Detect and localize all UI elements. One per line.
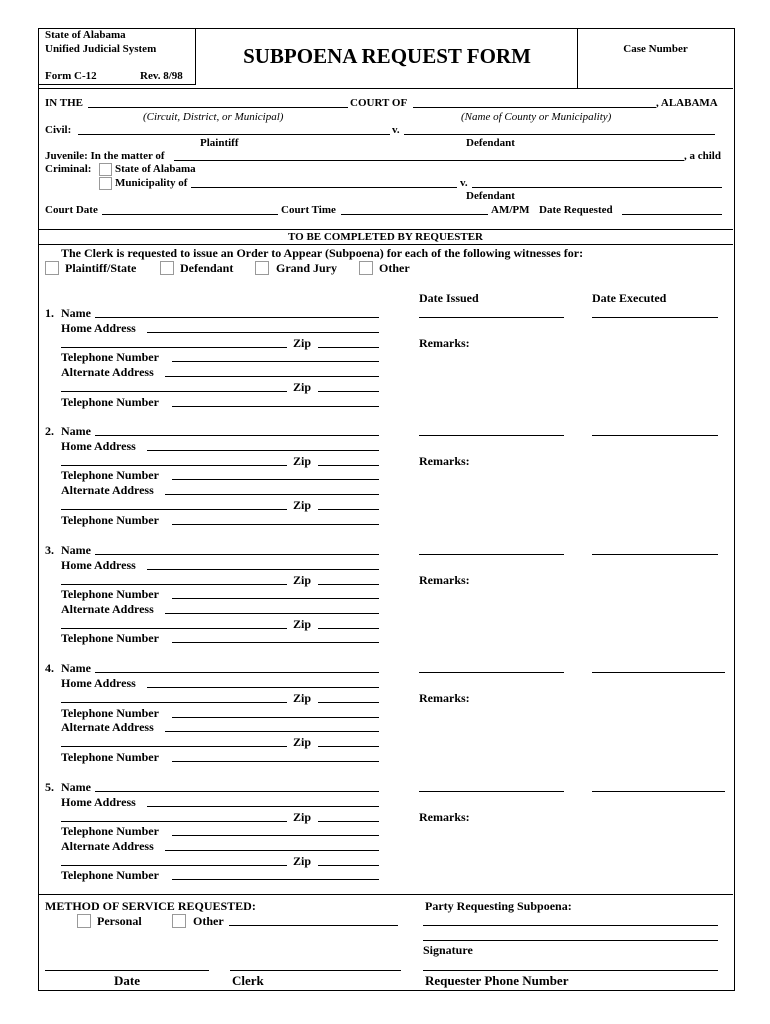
plaintiff-state-checkbox[interactable]: [45, 261, 59, 275]
home-address-line-2-field[interactable]: [61, 584, 287, 585]
court-type-field[interactable]: [88, 107, 348, 108]
other-service-checkbox[interactable]: [172, 914, 186, 928]
court-time-field[interactable]: [341, 214, 488, 215]
telephone-label: Telephone Number: [61, 706, 159, 720]
alternate-telephone-label: Telephone Number: [61, 868, 159, 882]
alternate-address-field[interactable]: [165, 494, 379, 495]
alternate-address-line-2-field[interactable]: [61, 391, 287, 392]
alternate-telephone-label: Telephone Number: [61, 631, 159, 645]
remarks-label: Remarks:: [419, 691, 470, 705]
header-divider-right: [577, 28, 578, 88]
date-requested-field[interactable]: [622, 214, 722, 215]
alternate-zip-field[interactable]: [318, 746, 379, 747]
zip-field[interactable]: [318, 584, 379, 585]
alternate-telephone-label: Telephone Number: [61, 750, 159, 764]
zip-field[interactable]: [318, 347, 379, 348]
alternate-zip-label: Zip: [293, 498, 312, 512]
requester-phone-field[interactable]: [423, 970, 718, 971]
date-field[interactable]: [45, 970, 209, 971]
home-address-label: Home Address: [61, 795, 136, 809]
state-of-alabama-checkbox[interactable]: [99, 163, 112, 176]
date-executed-field[interactable]: [592, 317, 718, 318]
zip-field[interactable]: [318, 702, 379, 703]
home-address-label: Home Address: [61, 558, 136, 572]
date-executed-field[interactable]: [592, 672, 725, 673]
date-issued-header: Date Issued: [419, 291, 479, 305]
telephone-label: Telephone Number: [61, 587, 159, 601]
municipality-checkbox[interactable]: [99, 177, 112, 190]
telephone-label: Telephone Number: [61, 468, 159, 482]
witness-number: 5.: [45, 780, 54, 794]
other-service-field[interactable]: [229, 925, 398, 926]
requester-section-title: TO BE COMPLETED BY REQUESTER: [288, 231, 483, 243]
state-of-alabama-label: State of Alabama: [115, 163, 196, 175]
municipality-field[interactable]: [191, 187, 457, 188]
name-label: Name: [61, 424, 91, 438]
page-title: SUBPOENA REQUEST FORM: [243, 44, 531, 68]
requester-title-rule: [38, 244, 733, 245]
plaintiff-state-label: Plaintiff/State: [65, 261, 137, 275]
date-executed-field[interactable]: [592, 435, 718, 436]
civil-plaintiff-field[interactable]: [78, 134, 390, 135]
juvenile-field[interactable]: [174, 160, 684, 161]
alternate-telephone-field[interactable]: [172, 524, 379, 525]
criminal-defendant-field[interactable]: [472, 187, 722, 188]
remarks-label: Remarks:: [419, 336, 470, 350]
date-executed-field[interactable]: [592, 554, 718, 555]
telephone-label: Telephone Number: [61, 350, 159, 364]
alternate-telephone-field[interactable]: [172, 406, 379, 407]
personal-service-label: Personal: [97, 914, 142, 928]
witness-name-field[interactable]: [95, 672, 379, 673]
defendant-caption: Defendant: [466, 137, 515, 149]
alternate-address-field[interactable]: [165, 850, 379, 851]
home-address-field[interactable]: [147, 450, 379, 451]
remarks-label: Remarks:: [419, 810, 470, 824]
county-hint: (Name of County or Municipality): [461, 111, 612, 123]
date-issued-field[interactable]: [419, 317, 564, 318]
alternate-address-field[interactable]: [165, 613, 379, 614]
telephone-field[interactable]: [172, 479, 379, 480]
alternate-address-line-2-field[interactable]: [61, 746, 287, 747]
alternate-telephone-field[interactable]: [172, 642, 379, 643]
witness-name-field[interactable]: [95, 317, 379, 318]
date-issued-field[interactable]: [419, 791, 564, 792]
court-type-hint: (Circuit, District, or Municipal): [143, 111, 284, 123]
alternate-zip-label: Zip: [293, 617, 312, 631]
form-revision: Rev. 8/98: [140, 70, 183, 82]
in-the-label: IN THE: [45, 97, 84, 109]
date-issued-field[interactable]: [419, 554, 564, 555]
agency-line-1: State of Alabama: [45, 29, 126, 41]
alternate-address-label: Alternate Address: [61, 602, 154, 616]
court-date-label: Court Date: [45, 204, 98, 216]
alternate-address-line-2-field[interactable]: [61, 865, 287, 866]
date-issued-field[interactable]: [419, 672, 564, 673]
criminal-versus-label: v.: [460, 177, 468, 189]
juvenile-label: Juvenile: In the matter of: [45, 150, 165, 162]
zip-field[interactable]: [318, 465, 379, 466]
form-number: Form C-12: [45, 70, 97, 82]
other-option-checkbox[interactable]: [359, 261, 373, 275]
home-address-label: Home Address: [61, 676, 136, 690]
home-address-line-2-field[interactable]: [61, 821, 287, 822]
requester-top-rule: [38, 229, 733, 230]
alternate-zip-field[interactable]: [318, 865, 379, 866]
signature-field[interactable]: [423, 940, 718, 941]
home-address-field[interactable]: [147, 569, 379, 570]
home-address-field[interactable]: [147, 332, 379, 333]
grand-jury-label: Grand Jury: [276, 261, 338, 275]
zip-label: Zip: [293, 810, 312, 824]
grand-jury-checkbox[interactable]: [255, 261, 269, 275]
alternate-address-field[interactable]: [165, 731, 379, 732]
other-option-label: Other: [379, 261, 410, 275]
home-address-label: Home Address: [61, 321, 136, 335]
court-time-label: Court Time: [281, 204, 336, 216]
telephone-label: Telephone Number: [61, 824, 159, 838]
criminal-label: Criminal:: [45, 163, 92, 175]
clerk-label: Clerk: [232, 973, 264, 988]
home-address-line-2-field[interactable]: [61, 347, 287, 348]
alternate-address-label: Alternate Address: [61, 720, 154, 734]
date-label: Date: [114, 973, 140, 988]
witness-name-field[interactable]: [95, 435, 379, 436]
county-field[interactable]: [413, 107, 656, 108]
alternate-zip-label: Zip: [293, 735, 312, 749]
alternate-zip-field[interactable]: [318, 391, 379, 392]
party-requesting-field[interactable]: [423, 925, 718, 926]
zip-label: Zip: [293, 691, 312, 705]
zip-label: Zip: [293, 573, 312, 587]
zip-field[interactable]: [318, 821, 379, 822]
header-bottom-rule: [38, 88, 733, 89]
home-address-field[interactable]: [147, 806, 379, 807]
home-address-label: Home Address: [61, 439, 136, 453]
plaintiff-caption: Plaintiff: [200, 137, 239, 149]
alternate-zip-field[interactable]: [318, 509, 379, 510]
telephone-field[interactable]: [172, 717, 379, 718]
zip-label: Zip: [293, 454, 312, 468]
party-requesting-label: Party Requesting Subpoena:: [425, 899, 572, 913]
witness-number: 4.: [45, 661, 54, 675]
clerk-field[interactable]: [230, 970, 401, 971]
court-of-label: COURT OF: [350, 97, 408, 109]
alternate-address-label: Alternate Address: [61, 483, 154, 497]
alternate-address-label: Alternate Address: [61, 839, 154, 853]
zip-label: Zip: [293, 336, 312, 350]
name-label: Name: [61, 306, 91, 320]
requester-instruction: The Clerk is requested to issue an Order to Appear (Subpoena) for each of the following witnesses for:: [61, 246, 584, 260]
name-label: Name: [61, 780, 91, 794]
alternate-telephone-field[interactable]: [172, 761, 379, 762]
date-executed-header: Date Executed: [592, 291, 667, 305]
witness-name-field[interactable]: [95, 791, 379, 792]
remarks-label: Remarks:: [419, 573, 470, 587]
name-label: Name: [61, 543, 91, 557]
defendant-checkbox[interactable]: [160, 261, 174, 275]
home-address-line-2-field[interactable]: [61, 465, 287, 466]
remarks-label: Remarks:: [419, 454, 470, 468]
telephone-field[interactable]: [172, 361, 379, 362]
alternate-telephone-label: Telephone Number: [61, 513, 159, 527]
defendant-option-label: Defendant: [180, 261, 234, 275]
court-date-field[interactable]: [102, 214, 278, 215]
criminal-defendant-caption: Defendant: [466, 190, 515, 202]
name-label: Name: [61, 661, 91, 675]
alternate-telephone-label: Telephone Number: [61, 395, 159, 409]
alternate-zip-label: Zip: [293, 380, 312, 394]
alternate-address-field[interactable]: [165, 376, 379, 377]
other-service-label: Other: [193, 914, 224, 928]
municipality-label: Municipality of: [115, 177, 188, 189]
requester-phone-label: Requester Phone Number: [425, 973, 569, 988]
home-address-line-2-field[interactable]: [61, 702, 287, 703]
witness-number: 1.: [45, 306, 54, 320]
alternate-address-line-2-field[interactable]: [61, 628, 287, 629]
alternate-address-line-2-field[interactable]: [61, 509, 287, 510]
alternate-address-label: Alternate Address: [61, 365, 154, 379]
telephone-field[interactable]: [172, 835, 379, 836]
civil-label: Civil:: [45, 124, 72, 136]
civil-defendant-field[interactable]: [404, 134, 715, 135]
date-issued-field[interactable]: [419, 435, 564, 436]
witness-number: 2.: [45, 424, 54, 438]
home-address-field[interactable]: [147, 687, 379, 688]
agency-line-2: Unified Judicial System: [45, 43, 157, 55]
telephone-field[interactable]: [172, 598, 379, 599]
header-underline-left: [38, 84, 196, 85]
alternate-zip-label: Zip: [293, 854, 312, 868]
method-of-service-title: METHOD OF SERVICE REQUESTED:: [45, 899, 256, 913]
versus-label: v.: [392, 124, 400, 136]
signature-label: Signature: [423, 943, 473, 957]
ampm-label: AM/PM: [491, 204, 530, 216]
personal-service-checkbox[interactable]: [77, 914, 91, 928]
date-executed-field[interactable]: [592, 791, 725, 792]
alternate-telephone-field[interactable]: [172, 879, 379, 880]
footer-top-rule: [38, 894, 733, 895]
witness-number: 3.: [45, 543, 54, 557]
witness-name-field[interactable]: [95, 554, 379, 555]
case-number-label: Case Number: [623, 43, 688, 55]
date-requested-label: Date Requested: [539, 204, 613, 216]
a-child-label: , a child: [684, 150, 721, 162]
alabama-label: , ALABAMA: [656, 97, 718, 109]
alternate-zip-field[interactable]: [318, 628, 379, 629]
